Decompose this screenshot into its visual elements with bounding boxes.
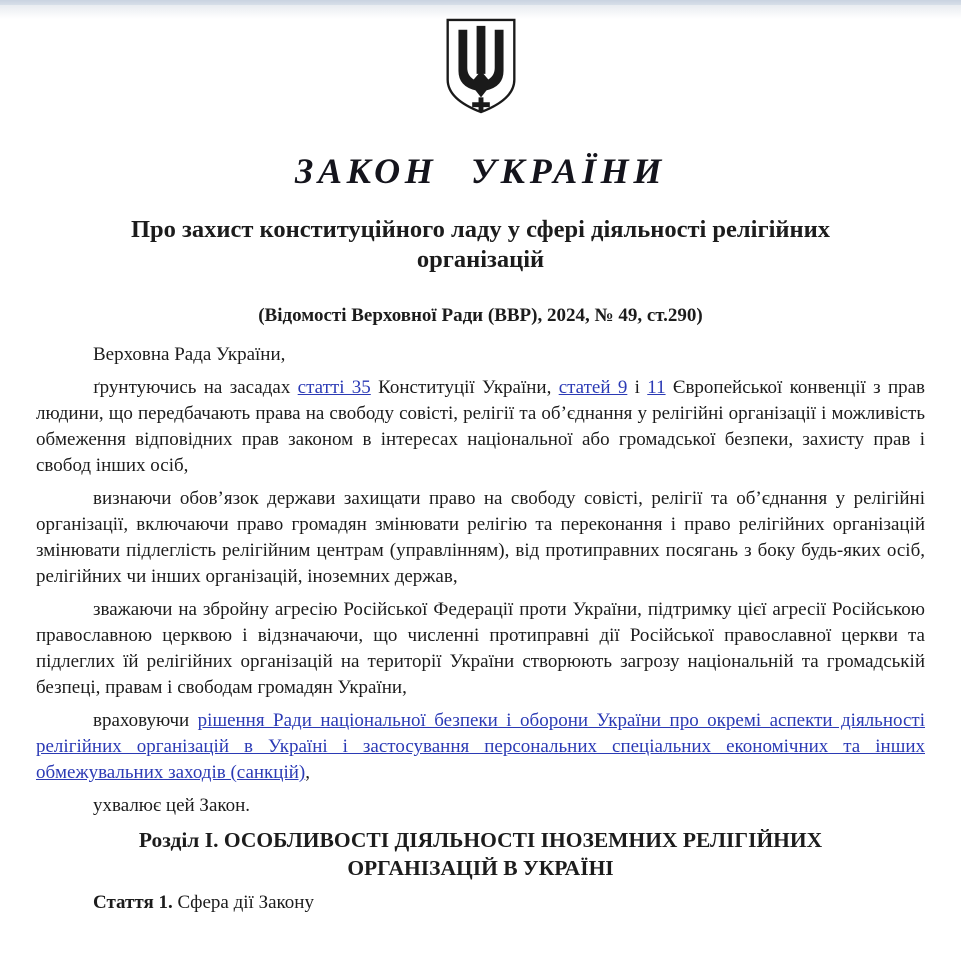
page-top-border — [0, 0, 961, 5]
text-segment: і — [627, 377, 648, 398]
section-heading: Розділ I. ОСОБЛИВОСТІ ДІЯЛЬНОСТІ ІНОЗЕМНИХ РЕЛІГІЙНИХ ОРГАНІЗАЦІЙ В УКРАЇНІ — [138, 828, 823, 880]
text-segment: Конституції України, — [370, 377, 559, 398]
article-title: Сфера дії Закону — [177, 892, 314, 913]
text-segment: ґрунтуючись на засадах — [93, 377, 298, 398]
vvr-reference: (Відомості Верховної Ради (ВВР), 2024, № 49, ст.290) — [258, 305, 703, 326]
article-line — [0, 890, 961, 916]
document-kind-title: ЗАКОН УКРАЇНИ — [294, 151, 666, 191]
text-segment: Європейської конвенції з прав людини, що передбачають права на свободу совісті, релігії та об’єднання у релігійні організації і можливість обмеження відповідних прав законом в інтересах національної або громадської безпеки, захисту прав і свобод інших осіб, — [36, 377, 926, 476]
text-segment: Верховна Рада України, — [93, 344, 286, 365]
inline-link[interactable]: статей 9 — [558, 377, 628, 398]
preamble — [0, 342, 961, 819]
text-segment: визнаючи обов’язок держави захищати право на свободу совісті, релігії та об’єднання у релігійні організації, включаючи право громадян змінювати релігію та переконання і право релігійних організацій змінювати підлеглість релігійним центрам (управлінням), від протиправних посягань з боку будь-яких осіб, релігійних чи інших організацій, іноземних держав, — [36, 488, 925, 587]
preamble-paragraph — [36, 793, 925, 819]
preamble-paragraph — [36, 597, 925, 701]
preamble-paragraph — [36, 375, 925, 479]
inline-link[interactable]: статті 35 — [297, 377, 371, 398]
preamble-paragraph — [36, 708, 925, 786]
preamble-paragraph — [36, 342, 925, 368]
text-segment: , — [305, 762, 310, 783]
inline-link[interactable]: рішення Ради національної безпеки і оборони України про окремі аспекти діяльності релігійних організацій в Україні і застосування персональних спеціальних економічних та інших обмежувальних заходів (санкцій) — [36, 710, 925, 783]
text-segment: враховуючи — [93, 710, 198, 731]
text-segment: ухвалює цей Закон. — [93, 795, 251, 816]
preamble-paragraph — [36, 486, 925, 590]
inline-link[interactable]: 11 — [647, 377, 666, 398]
law-title: Про захист конституційного ладу у сфері діяльності релігійних організацій — [130, 216, 830, 273]
text-segment: зважаючи на збройну агресію Російської Федерації проти України, підтримку цієї агресії Російською православною церквою і відзначаючи, що численні протиправні дії Російської православної церкви та підлеглих їй релігійних організацій на території України створюють загрозу національній та громадській безпеці, правам і свободам громадян України, — [36, 599, 925, 698]
ukraine-trident-emblem — [442, 17, 520, 115]
article-label: Стаття 1. — [93, 892, 173, 913]
